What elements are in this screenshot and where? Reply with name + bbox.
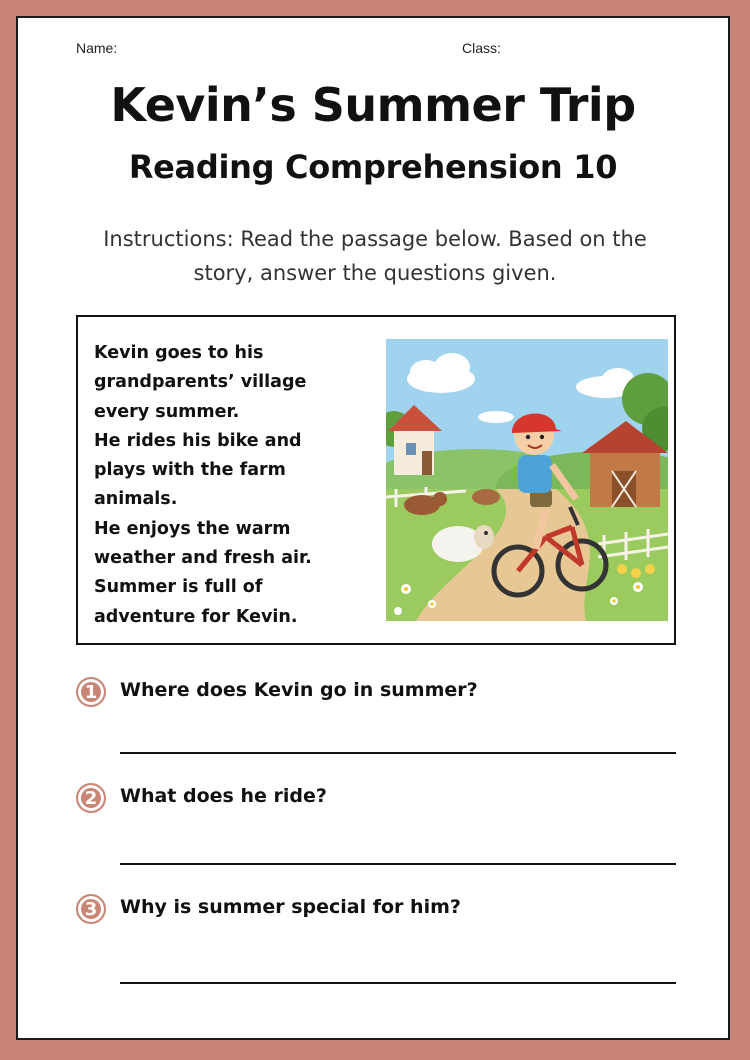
passage-line: plays with the farm: [94, 460, 286, 481]
instructions-text: Instructions: Read the passage below. Based on the story, answer the questions given.: [103, 227, 647, 285]
class-label: Class:: [462, 40, 501, 56]
answer-line[interactable]: [120, 863, 676, 865]
worksheet-title: Kevin’s Summer Trip: [110, 78, 636, 132]
passage-line: every summer.: [94, 401, 240, 422]
passage-line: He rides his bike and: [94, 430, 302, 451]
passage-line: Summer is full of: [94, 577, 263, 598]
question-number-badge: 2: [76, 783, 106, 813]
name-label: Name:: [76, 40, 118, 56]
question-text: Why is summer special for him?: [120, 896, 461, 918]
question-number-badge: 3: [76, 894, 106, 924]
passage-text: [94, 339, 366, 632]
question-text: Where does Kevin go in summer?: [120, 679, 478, 701]
passage-line: weather and fresh air.: [94, 548, 312, 569]
passage-box: [76, 315, 676, 645]
worksheet-subtitle: Reading Comprehension 10: [128, 148, 618, 186]
worksheet-page: [16, 16, 730, 1040]
passage-line: adventure for Kevin.: [94, 606, 298, 627]
answer-line[interactable]: [120, 752, 676, 754]
passage-line: He enjoys the warm: [94, 518, 291, 539]
passage-line: animals.: [94, 489, 178, 510]
boy-on-bike-illustration: [386, 339, 668, 621]
answer-line[interactable]: [120, 982, 676, 984]
passage-line: Kevin goes to his: [94, 343, 264, 363]
passage-line: grandparents’ village: [94, 372, 307, 393]
question-number-badge: 1: [76, 677, 106, 707]
question-text: What does he ride?: [120, 785, 327, 807]
